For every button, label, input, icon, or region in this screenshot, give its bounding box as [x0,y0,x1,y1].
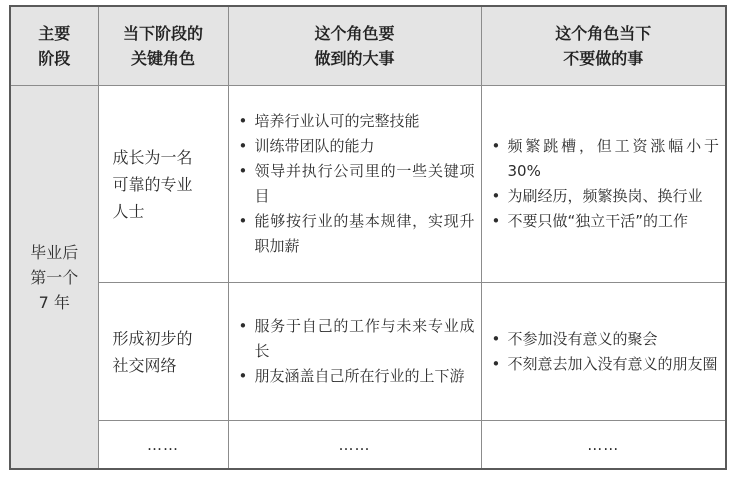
list-item: • 培养行业认可的完整技能 [237,109,475,134]
table-row [10,421,726,469]
header-must-do: 这个角色要 做到的大事 [228,6,481,86]
list-item: • 训练带团队的能力 [237,134,475,159]
header-main-stage: 主要 阶段 [10,6,98,86]
table-row [10,283,726,421]
list-item: • 服务于自己的工作与未来专业成长 [237,314,475,364]
list-item: • 不参加没有意义的聚会 [490,327,720,352]
list-item: • 能够按行业的基本规律，实现升职加薪 [237,209,475,259]
role-cell: 形成初步的 社交网络 [98,283,228,421]
must-do-cell [228,283,481,421]
header-key-role: 当下阶段的 关键角色 [98,6,228,86]
dont-do-cell [481,283,726,421]
stage-cell: 毕业后 第一个 7 年 [10,86,98,470]
ellipsis-cell: …… [98,421,228,469]
list-item: • 为刷经历，频繁换岗、换行业 [490,184,720,209]
dont-do-cell [481,86,726,283]
list-item: • 领导并执行公司里的一些关键项目 [237,159,475,209]
header-row [10,6,726,86]
list-item: • 朋友涵盖自己所在行业的上下游 [237,364,475,389]
role-cell: 成长为一名 可靠的专业 人士 [98,86,228,283]
must-do-cell [228,86,481,283]
header-dont-do: 这个角色当下 不要做的事 [481,6,726,86]
ellipsis-cell: …… [481,421,726,469]
ellipsis-cell: …… [228,421,481,469]
table-row [10,86,726,283]
list-item: • 不刻意去加入没有意义的朋友圈 [490,352,720,377]
list-item: • 频繁跳槽，但工资涨幅小于 30% [490,134,720,184]
list-item: • 不要只做“独立干活”的工作 [490,209,720,234]
life-stage-table [9,5,727,470]
